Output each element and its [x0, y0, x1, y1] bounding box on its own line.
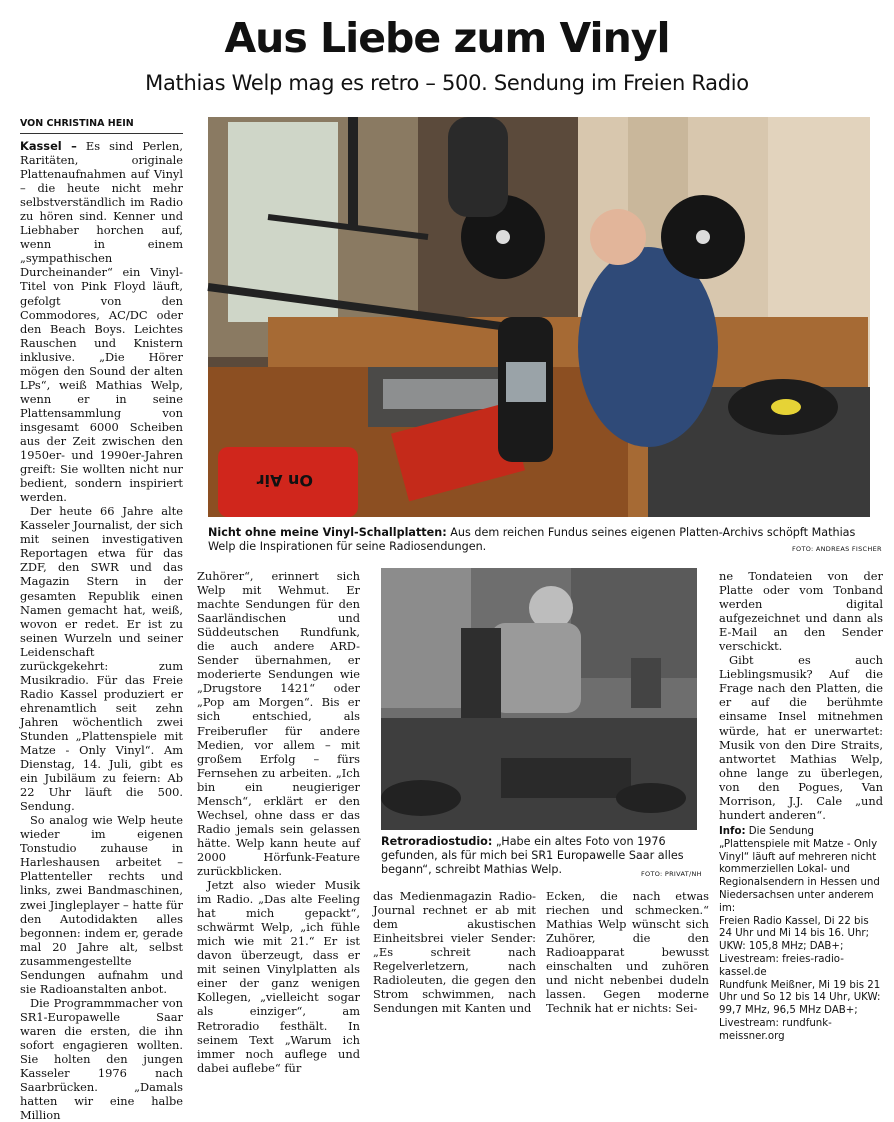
paragraph: das Medienmagazin Radio-Journal rechnet er ab mit dem akustischen Einheitsbrei vieler Sender: „Es schreit nach Regelverletzern, nach Radioleuten, die gegen den Strom schwimmen, nach Sendungen mit Kanten und [373, 889, 536, 1016]
headline: Aus Liebe zum Vinyl [224, 14, 670, 62]
article-column-2 [197, 569, 360, 1075]
caption-text: „Habe ein altes Foto von 1976 gefunden, als für mich bei SR1 Europawelle Saar alles begann“, schreibt Mathias Welp. [381, 835, 684, 876]
photo-studio-illustration [208, 117, 870, 517]
paragraph: ne Tondateien von der Platte oder vom Tonband werden digital aufgezeichnet und dann als E-Mail an den Sender verschickt. [719, 569, 883, 654]
paragraph: Zuhörer“, erinnert sich Welp mit Wehmut. Er machte Sendungen für den Saarländischen und Süddeutschen Rundfunk, die auch andere ARD-Sender übernahmen, er moderierte Sendungen wie „Drugstore 1421“ oder „Pop am Morgen“. Bis er sich entschied, als Freiberufler für andere Medien, vor allem – mit großem Erfolg – fürs Fernsehen zu arbeiten. „Ich bin ein neugieriger Mensch“, erklärt er den Wechsel, ohne dass er das Radio jemals sein gelassen hätte. Welp kann heute auf 2000 Hörfunk-Feature zurückblicken. [197, 569, 360, 878]
paragraph [20, 139, 183, 504]
photo-retro-studio [381, 568, 697, 830]
article-column-5 [719, 569, 883, 822]
paragraph-text: Es sind Perlen, Raritäten, originale Plattenaufnahmen auf Vinyl – die heute nicht mehr selbstverständlich im Radio zu hören sind. Kenner und Liebhaber horchen auf, wenn in einem „sympathischen Durcheinander“ ein Vinyl-Titel von Pink Floyd läuft, gefolgt von den Commodores, AC/DC oder den Beach Boys. Leichtes Rauschen und Knistern inklusive. „Die Hörer mögen den Sound der alten LPs“, weiß Mathias Welp, wenn er in seine Plattensammlung von insgesamt 6000 Scheiben aus der Zeit zwischen den 1950er- und 1990er-Jahren greift: Sie wollten nicht nur bedient, sondern inspiriert werden. [20, 139, 184, 505]
info-station-2: Rundfunk Meißner, Mi 19 bis 21 Uhr und So 12 bis 14 Uhr, UKW: 99,7 MHz, 96,5 MHz DAB+; Livestream: rundfunk-meissner.org [719, 979, 881, 1042]
info-label: Info: [719, 826, 746, 837]
paragraph: So analog wie Welp heute wieder im eigenen Tonstudio zuhause in Harleshausen arbeitet – Plattenteller rechts und links, zwei Bandmaschinen, zwei Jingleplayer – hatte für den Autodidakten alles begonnen: indem er, gerade mal 20 Jahre alt, selbst zusammengestellte Sendungen aufnahm und sie Radioanstalten anbot. [20, 813, 183, 996]
photo-radio-studio [208, 117, 870, 517]
info-station-1: Freien Radio Kassel, Di 22 bis 24 Uhr und Mi 14 bis 16. Uhr; UKW: 105,8 MHz; DAB+; Livestream: freies-radio-kassel.de [719, 915, 870, 978]
photo-2-credit: FOTO: PRIVAT/NH [641, 870, 702, 878]
article-column-3 [373, 889, 536, 1015]
paragraph: Der heute 66 Jahre alte Kasseler Journalist, der sich mit seinen investigativen Reportagen etwa für das ZDF, den SWR und das Magazin Stern in der gesamten Republik einen Namen gemacht hat, weiß, wovon er redet. Er ist zu seinen Wurzeln und seiner Leidenschaft zurückgekehrt: zum Musikradio. Für das Freie Radio Kassel produziert er ehrenamtlich seit zehn Jahren wöchentlich zwei Stunden „Plattenspiele mit Matze - Only Vinyl“. Am Dienstag, 14. Juli, gibt es ein Jubiläum zu feiern: Ab 22 Uhr läuft die 500. Sendung. [20, 504, 183, 814]
info-text: Die Sendung „Plattenspiele mit Matze - Only Vinyl“ läuft auf mehreren nicht kommerziellen Lokal- und Regionalsendern in Hessen und Niedersachsen unter anderem im: [719, 826, 880, 914]
on-air-sign-text: On Air [256, 471, 313, 490]
info-box [719, 826, 883, 1044]
caption-lead: Retroradiostudio: [381, 835, 493, 848]
caption-lead: Nicht ohne meine Vinyl-Schallplatten: [208, 526, 447, 539]
paragraph: Gibt es auch Lieblingsmusik? Auf die Frage nach den Platten, die er auf die berühmte einsame Insel mitnehmen würde, hat er unerwartet: Musik von den Dire Straits, antwortet Mathias Welp, ohne lange zu überlegen, von den Pogues, Van Morrison, J.J. Cale „und hundert anderen“. [719, 653, 883, 822]
caption-text: Aus dem reichen Fundus seines eigenen Platten-Archivs schöpft Mathias Welp die Inspirationen für seine Radiosendungen. [208, 526, 856, 553]
paragraph: Jetzt also wieder Musik im Radio. „Das alte Feeling hat mich gepackt“, schwärmt Welp, „ich fühle mich wie mit 21.“ Er ist davon überzeugt, dass er mit seinen Vinylplatten als einer der ganz wenigen Kollegen, „vielleicht sogar als einziger“, am Retroradio festhält. In seinem Text „Warum ich immer noch auflege und dabei auflebe“ für [197, 878, 360, 1075]
article-column-4 [546, 889, 709, 1015]
photo-1-credit: FOTO: ANDREAS FISCHER [792, 545, 882, 553]
article-column-1 [20, 139, 183, 1122]
subheadline: Mathias Welp mag es retro – 500. Sendung im Freien Radio [145, 71, 749, 95]
retro-photo-illustration [381, 568, 697, 830]
dateline: Kassel – [20, 139, 77, 153]
info-intro [719, 826, 883, 916]
byline: VON CHRISTINA HEIN [20, 118, 183, 134]
paragraph: Ecken, die nach etwas riechen und schmecken.“ Mathias Welp wünscht sich Zuhörer, die den Radioapparat bewusst einschalten und zuhören und nicht nebenbei dudeln lassen. Gegen moderne Technik hat er nichts: Sei- [546, 889, 709, 1016]
photo-1-caption [208, 526, 878, 554]
paragraph: Die Programmmacher von SR1-Europawelle Saar waren die ersten, die ihn sofort engagieren wollten. Sie holten den jungen Kasseler 1976 nach Saarbrücken. „Damals hatten wir eine halbe Million [20, 995, 183, 1122]
